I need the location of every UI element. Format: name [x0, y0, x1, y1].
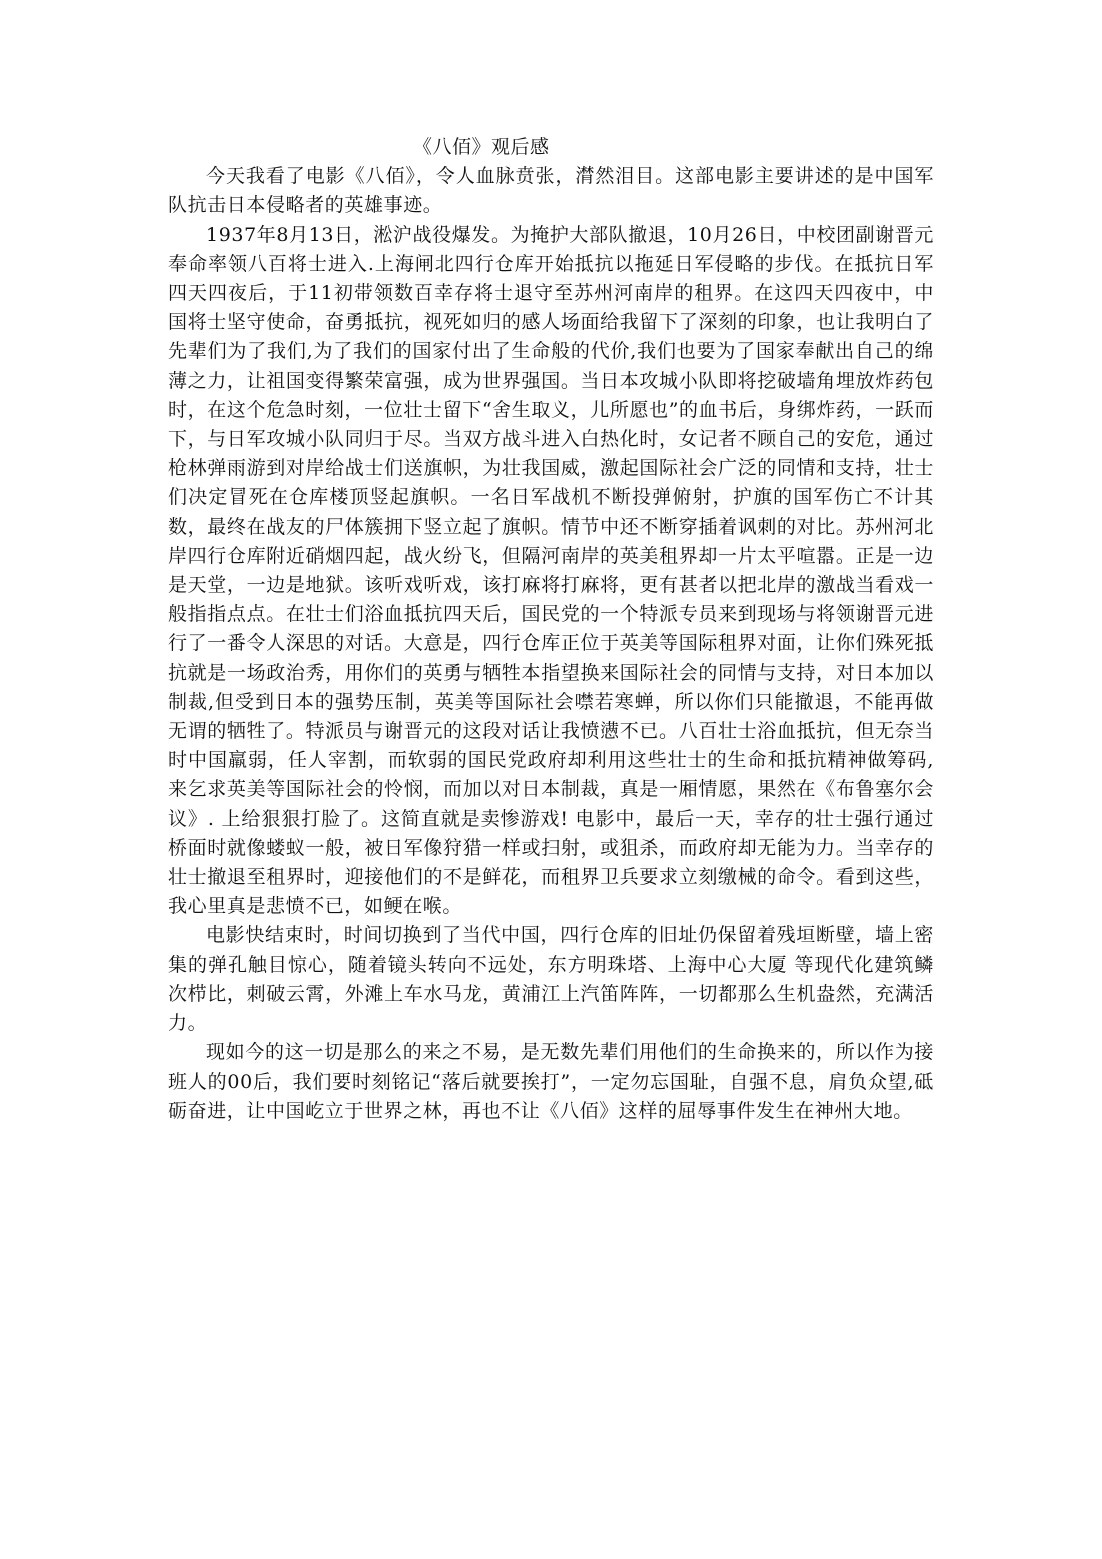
paragraph-battle-story: 1937年8月13日，淞沪战役爆发。为掩护大部队撤退，10月26日，中校团副谢晋元奉命率领八百将士进入.上海闸北四行仓库开始抵抗以拖延日军侵略的步伐。在抵抗日军四天四夜后，于11初带领数百幸存将士退守至苏州河南岸的租界。在这四天四夜中，中国将士坚守使命，奋勇抵抗，视死如归的感人场面给我留下了深刻的印象，也让我明白了先辈们为了我们,为了我们的国家付出了生命般的代价,我们也要为了国家奉献出自己的绵薄之力，让祖国变得繁荣富强，成为世界强国。当日本攻城小队即将挖破墙角埋放炸药包时，在这个危急时刻，一位壮士留下“舍生取义，儿所愿也”的血书后，身绑炸药，一跃而下，与日军攻城小队同归于尽。当双方战斗进入白热化时，女记者不顾自己的安危，通过枪林弹雨游到对岸给战士们送旗帜，为壮我国威，激起国际社会广泛的同情和支持，壮士们决定冒死在仓库楼顶竖起旗帜。一名日军战机不断投弹俯射，护旗的国军伤亡不计其数，最终在战友的尸体簇拥下竖立起了旗帜。情节中还不断穿插着讽刺的对比。苏州河北岸四行仓库附近硝烟四起，战火纷飞，但隔河南岸的英美租界却一片太平喧嚣。正是一边是天堂，一边是地狱。该听戏听戏，该打麻将打麻将，更有甚者以把北岸的激战当看戏一般指指点点。在壮士们浴血抵抗四天后，国民党的一个特派专员来到现场与将领谢晋元进行了一番令人深思的对话。大意是，四行仓库正位于英美等国际租界对面，让你们殊死抵抗就是一场政治秀，用你们的英勇与牺牲本指望换来国际社会的同情与支持，对日本加以制裁,但受到日本的强势压制，英美等国际社会噤若寒蝉，所以你们只能撤退，不能再做无谓的牺牲了。特派员与谢晋元的这段对话让我愤懑不已。八百壮士浴血抵抗，但无奈当时中国羸弱，任人宰割，而软弱的国民党政府却利用这些壮士的生命和抵抗精神做筹码,来乞求英美等国际社会的怜悯，而加以对日本制裁，真是一厢情愿，果然在《布鲁塞尔会议》. 上给狠狠打脸了。这简直就是卖惨游戏! 电影中，最后一天，幸存的壮士强行通过桥面时就像蝼蚁一般，被日军像狩猎一样或扫射，或狙杀，而政府却无能为力。当幸存的壮士撤退至租界时，迎接他们的不是鲜花，而租界卫兵要求立刻缴械的命令。看到这些，我心里真是悲愤不已，如鲠在喉。	[168, 223, 934, 918]
document-title: 《八佰》观后感	[413, 136, 550, 158]
paragraph-conclusion: 现如今的这一切是那么的来之不易，是无数先辈们用他们的生命换来的，所以作为接班人的00后，我们要时刻铭记“落后就要挨打”，一定勿忘国耻，自强不息，肩负众望,砥砺奋进，让中国屹立于世界之林，再也不让《八佰》这样的屈辱事件发生在神州大地。	[168, 1041, 934, 1122]
paragraph-intro: 今天我看了电影《八佰》，令人血脉贲张，潸然泪目。这部电影主要讲述的是中国军队抗击日本侵略者的英雄事迹。	[168, 165, 934, 217]
paragraph-modern-china: 电影快结束时，时间切换到了当代中国，四行仓库的旧址仍保留着残垣断壁，墙上密集的弹孔触目惊心，随着镜头转向不远处，东方明珠塔、上海中心大厦 等现代化建筑鳞次栉比，刺破云霄，外滩上车水马龙，黄浦江上汽笛阵阵，一切都那么生机盎然，充满活力。	[168, 924, 934, 1035]
document-body	[168, 133, 934, 1126]
